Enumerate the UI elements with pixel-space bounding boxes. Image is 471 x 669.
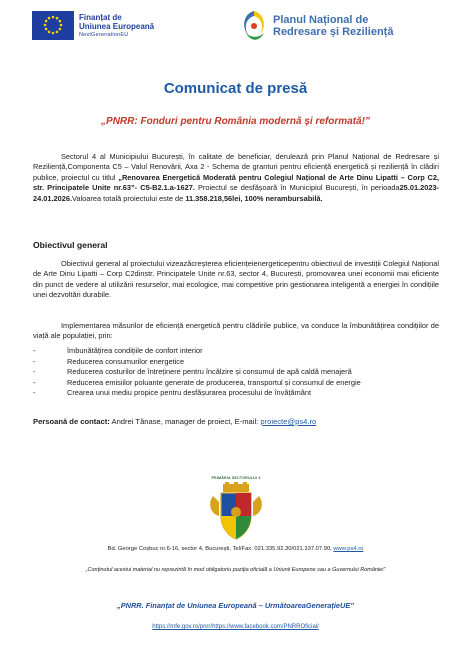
- eu-logo-text: [79, 13, 154, 31]
- contact-text: Andrei Tănase, manager de proiect, E-mail:: [109, 417, 261, 426]
- coat-of-arms-icon: [205, 482, 267, 542]
- page-subtitle: „PNRR: Fonduri pentru România modernă și reformată!”: [101, 116, 370, 127]
- objective-paragraph: [33, 259, 439, 301]
- dash-bullet: -: [33, 377, 36, 387]
- list-item: [33, 388, 439, 399]
- pnrr-logo-text: [273, 14, 393, 38]
- pnrr-logo: [237, 8, 447, 44]
- intro-text-a: Sectorul 4 al Municipiului București, în calitate de beneficiar, derulează prin Planul Național de Redresare și Reziliență,Componenta C5 – Valul Renovării, Axa 2 - Schema de granturi pentru eficiență energetică și reziliență în clădiri publice, proiectul cu titlul: [33, 152, 439, 182]
- website-link[interactable]: www.ps4.ro: [333, 546, 364, 552]
- crest-label: PRIMĂRIA SECTORULUI 4: [211, 476, 261, 480]
- dash-bullet: -: [33, 388, 36, 398]
- list-item-text: Reducerea emisiilor poluante generate de producerea, transportul și consumul de energie: [67, 377, 361, 387]
- list-item: [33, 378, 439, 389]
- eu-logo-line1: Finanțat de: [79, 13, 122, 22]
- dash-bullet: -: [33, 356, 36, 366]
- project-value: 11.358.218,56lei, 100% nerambursabilă.: [185, 193, 323, 203]
- footer-disclaimer: „Conținutul acestui material nu reprezintă în mod obligatoriu poziția oficială a Uniunii Europene sau a Guvernului României”: [85, 567, 386, 573]
- pnrr-line1: Planul Național de: [273, 14, 369, 26]
- list-item-text: Reducerea costurilor de întreținere pentru încălzire și consumul de apă caldă menajeră: [67, 367, 352, 377]
- list-item-text: Reducerea consumurilor energetice: [67, 356, 185, 366]
- project-period: 25.01.2023-24.01.2026.: [33, 183, 440, 203]
- list-item-text: îmbunătățirea condițiile de confort interior: [67, 346, 203, 355]
- eu-logo-line2: Uniunea Europeană: [79, 22, 155, 31]
- eu-flag-icon: [32, 11, 74, 40]
- eu-logo-subtext: NextGenerationEU: [79, 32, 129, 38]
- footer-address: [0, 546, 471, 552]
- pnrr-line2: Redresare și Reziliență: [273, 26, 394, 38]
- list-item: [33, 357, 439, 368]
- measures-list: [33, 346, 439, 399]
- project-title: „Renovarea Energetică Moderată pentru Colegiul Național de Arte Dinu Lipatti – Corp C2, str. Principatele Unite nr.63”- C5-B2.1.a-1627.: [33, 172, 439, 193]
- measures-intro-text: Implementarea măsurilor de eficiență energetică pentru clădirile publice, va conduce la îmbunătățirea condițiilor de viață ale populației, prin:: [33, 321, 439, 341]
- footer-urls: [0, 624, 471, 630]
- objective-text: Obiectivul general al proiectului vizeazăcreșterea eficiențeienergeticepentru obiectivul de investiții Colegiul Național de Arte Dinu Lipatti – Corp C2dinstr. Principatele Unite nr.63, sector 4, București, promovarea unei economii mai eficiente din punct de vedere al utilizării resurselor, mai ecologice, mai competitive prin gestionarea inteligentă a energiei în condițiile unei dezvoltări durabile.: [33, 259, 439, 300]
- dash-bullet: -: [33, 346, 36, 355]
- intro-paragraph: [33, 152, 439, 204]
- intro-text-c: Valoarea totală proiectului este de: [72, 193, 186, 203]
- address-text: Bd. George Coșbuc nr.6-16, sector 4, București, Tel/Fax: 021.335.92.30/021.337.07.90,: [107, 546, 334, 552]
- page-title: Comunicat de presă: [163, 80, 308, 97]
- intro-text-b: Proiectul se desfășoară în Municipiul București, în perioada: [194, 183, 400, 193]
- contact-email-link[interactable]: proiecte@ps4.ro: [260, 417, 317, 426]
- footer-url-link[interactable]: https://mfe.gov.ro/pnrr/https://www.facebook.com/PNRROficial/: [152, 624, 319, 630]
- dash-bullet: -: [33, 367, 36, 377]
- footer-funded-by: „PNRR. Finanțat de Uniunea Europeană – UrmătoareaGenerațieUE”: [117, 601, 354, 610]
- objective-heading: Obiectivul general: [33, 240, 108, 250]
- list-item: [33, 346, 439, 357]
- list-item: [33, 367, 439, 378]
- pnrr-swirl-icon: [237, 8, 271, 44]
- measures-intro: [33, 321, 439, 342]
- list-item-text: Crearea unui mediu propice pentru desfășurarea procesului de învățământ: [67, 388, 312, 398]
- contact-line: [33, 417, 316, 426]
- eu-funding-logo: [32, 11, 207, 41]
- sector4-crest: [205, 476, 267, 542]
- contact-label: Persoană de contact:: [33, 417, 110, 426]
